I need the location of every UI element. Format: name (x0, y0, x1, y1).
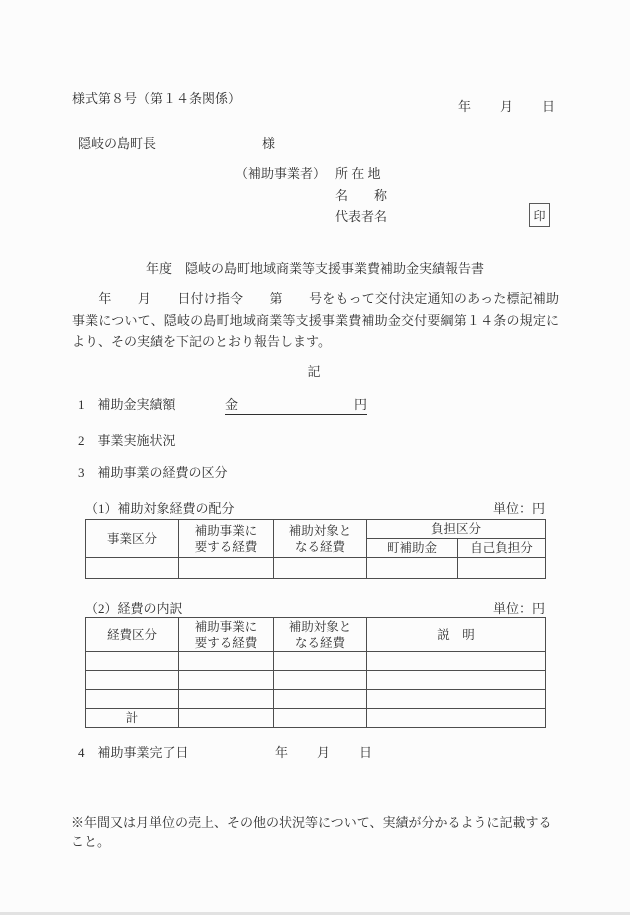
table2-empty-cell (367, 709, 546, 728)
amount-fill-field (225, 394, 367, 415)
table1-empty-cell (179, 558, 274, 579)
table1-cost-allocation (85, 519, 546, 579)
addressee-name: 隠岐の島町長 (78, 136, 157, 151)
table1-header-town-subsidy: 町補助金 (367, 539, 458, 558)
address-label: 所 在 地 (335, 166, 381, 181)
applicant-line (235, 163, 381, 182)
table2-empty-cell (179, 690, 274, 709)
table2-expense-breakdown (85, 617, 546, 728)
table2-empty-cell (86, 690, 179, 709)
table2-empty-cell (179, 671, 274, 690)
table1-empty-cell (86, 558, 179, 579)
table1-empty-cell (367, 558, 458, 579)
table2-data-row (86, 671, 546, 690)
table2-empty-cell (179, 652, 274, 671)
representative-label: 代表者名 (335, 209, 388, 224)
table2-header-explanation: 説 明 (367, 618, 546, 652)
item3-label: 3 補助事業の経費の区分 (78, 465, 228, 480)
table2-header-project-expense: 補助事業に 要する経費 (179, 618, 274, 652)
table2-header-eligible-expense: 補助対象と なる経費 (274, 618, 367, 652)
ki-heading: 記 (307, 364, 323, 379)
item1-line (78, 394, 367, 415)
table2-empty-cell (274, 652, 367, 671)
table2-caption-row (85, 598, 545, 617)
amount-prefix: 金 (225, 397, 239, 412)
footnote: ※年間又は月単位の売上、その他の状況等について、実績が分かるように記載すること。 (71, 815, 552, 849)
table1-data-row (86, 558, 546, 579)
table2-empty-cell (274, 690, 367, 709)
table2-caption: （2）経費の内訳 (85, 601, 183, 616)
table1-header-eligible-expense: 補助対象と なる経費 (274, 520, 367, 558)
table2-empty-cell (367, 690, 546, 709)
form-number: 様式第８号（第１４条関係） (72, 91, 242, 106)
table1-header-project-expense: 補助事業に 要する経費 (179, 520, 274, 558)
table2-empty-cell (274, 671, 367, 690)
table1-unit-label: 単位：円 (492, 501, 545, 516)
table1-header-self-burden: 自己負担分 (458, 539, 546, 558)
table1-header-burden-group: 負担区分 (367, 520, 546, 539)
table1-header-project-category: 事業区分 (86, 520, 179, 558)
item2-label: 2 事業実施状況 (78, 433, 176, 448)
item4-line (78, 742, 373, 761)
item4-date: 年 月 日 (275, 745, 374, 760)
table1-empty-cell (458, 558, 546, 579)
item4-label: 4 補助事業完了日 (78, 745, 189, 760)
table2-total-label: 計 (86, 709, 179, 728)
table1-caption-row (85, 498, 545, 517)
name-label: 名 称 (335, 188, 388, 203)
table2-empty-cell (367, 671, 546, 690)
table2-header-expense-category: 経費区分 (86, 618, 179, 652)
amount-suffix: 円 (353, 397, 367, 412)
table2-empty-cell (86, 671, 179, 690)
table1-empty-cell (274, 558, 367, 579)
table2-data-row (86, 690, 546, 709)
top-date-line: 年 月 日 (457, 99, 556, 114)
table2-empty-cell (86, 652, 179, 671)
table2-data-row (86, 652, 546, 671)
table2-empty-cell (274, 709, 367, 728)
body-paragraph: 年 月 日付け指令 第 号をもって交付決定通知のあった標記補助事業について、隠岐の島町地域商業等支援事業費補助金交付要綱第１４条の規定により、その実績を下記のとおり報告します。 (72, 291, 559, 349)
addressee-honorific: 様 (262, 136, 276, 151)
table1-caption: （1）補助対象経費の配分 (85, 501, 235, 516)
addressee-line (78, 133, 275, 152)
applicant-label: （補助事業者） (235, 166, 327, 181)
seal-box (529, 203, 550, 227)
item1-label: 1 補助金実績額 (78, 397, 176, 412)
table2-empty-cell (367, 652, 546, 671)
document-title: 年度 隠岐の島町地域商業等支援事業費補助金実績報告書 (145, 261, 484, 276)
seal-text: 印 (533, 208, 546, 223)
table2-empty-cell (179, 709, 274, 728)
table2-unit-label: 単位：円 (492, 601, 545, 616)
table2-total-row (86, 709, 546, 728)
